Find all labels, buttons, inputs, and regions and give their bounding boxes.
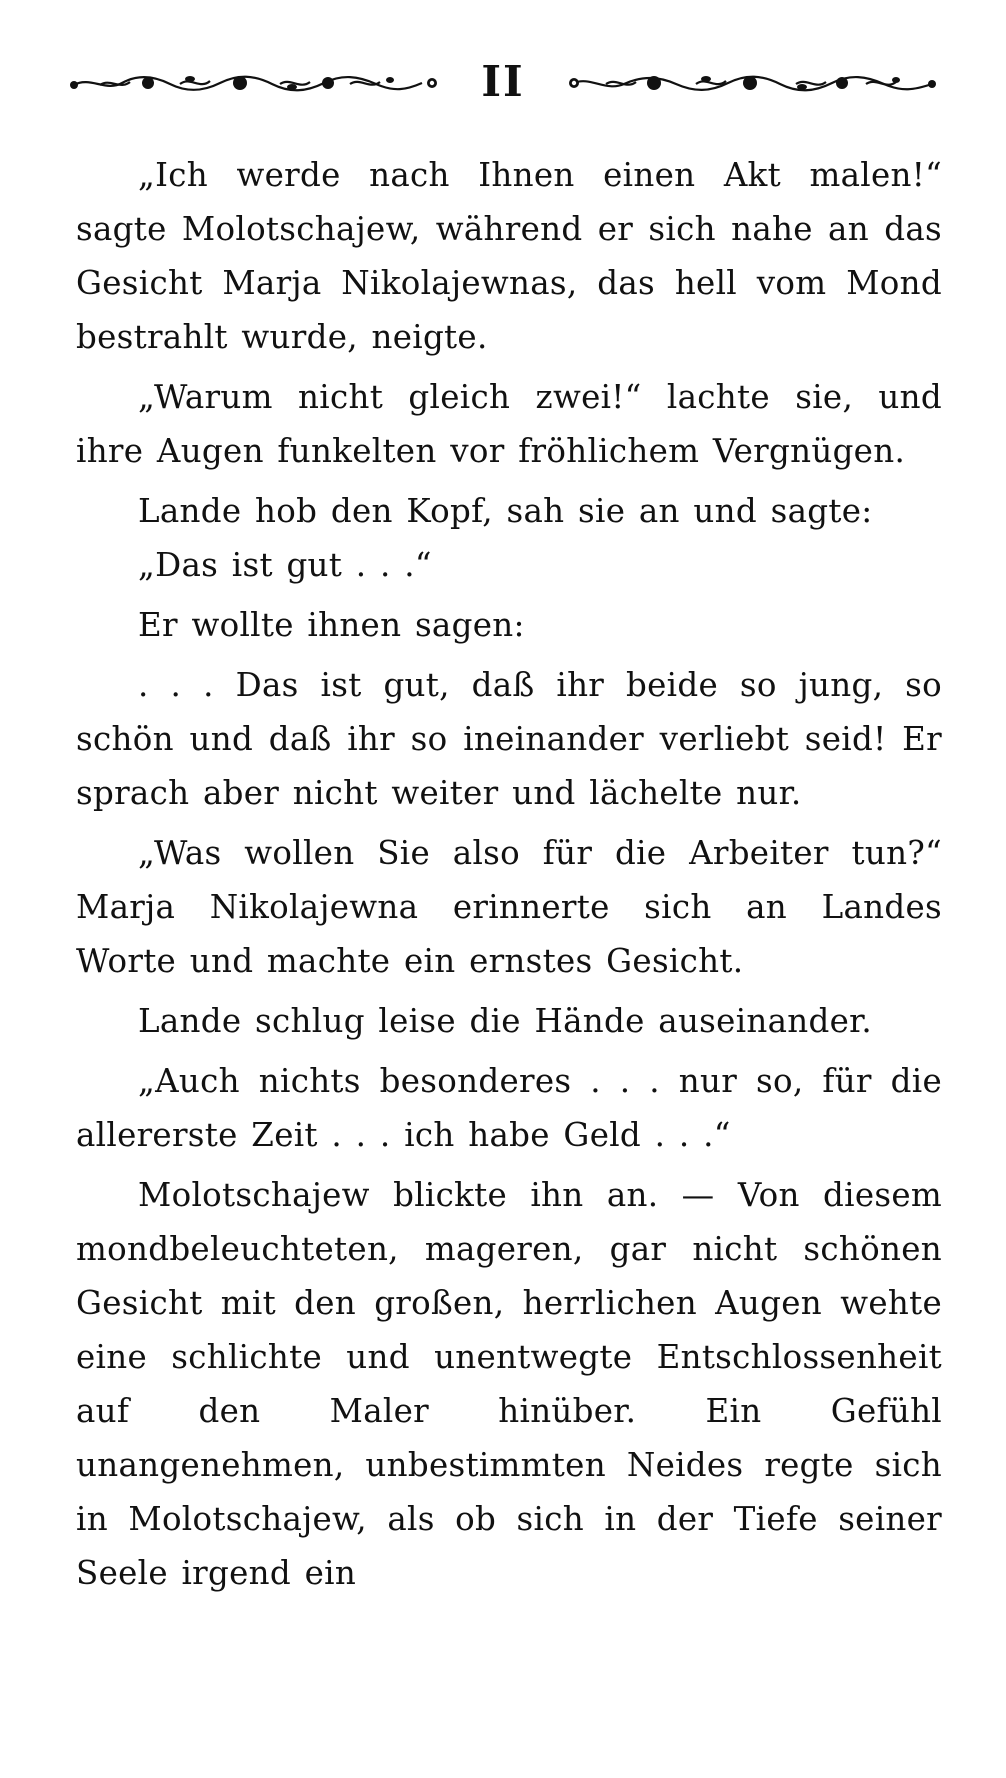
paragraph-6: . . . Das ist gut, daß ihr beide so jung, so schön und daß ihr so ineinander verliebt seid! Er sprach aber nicht weiter und lächelte nur. bbox=[76, 666, 942, 812]
right-vine-ornament-icon bbox=[566, 72, 936, 94]
paragraph-9: „Auch nichts besonderes . . . nur so, für die allererste Zeit . . . ich habe Geld . . .“ bbox=[76, 1062, 942, 1154]
paragraph-4: „Das ist gut . . .“ bbox=[138, 546, 432, 584]
page-header bbox=[70, 52, 936, 112]
paragraph-2: „Warum nicht gleich zwei!“ lachte sie, und ihre Augen funkelten vor fröhlichem Vergnügen. bbox=[76, 378, 942, 470]
paragraph-7: „Was wollen Sie also für die Arbeiter tun?“ Marja Nikolajewna erinnerte sich an Landes Worte und machte ein ernstes Gesicht. bbox=[76, 834, 942, 980]
body-text bbox=[76, 148, 942, 1600]
page-number: II bbox=[481, 57, 525, 106]
paragraph-10: Molotschajew blickte ihn an. — Von diesem mondbeleuchteten, mageren, gar nicht schönen Gesicht mit den großen, herrlichen Augen wehte eine schlichte und unentwegte Entschlossenheit auf den Maler hinüber. Ein Gefühl unangenehmen, unbestimmten Neides regte sich in Molotschajew, als ob sich in der Tiefe seiner Seele irgend ein bbox=[76, 1176, 942, 1592]
paragraph-1: „Ich werde nach Ihnen einen Akt malen!“ sagte Molotschajew, während er sich nahe an das Gesicht Marja Nikolajewnas, das hell vom Mond bestrahlt wurde, neigte. bbox=[76, 156, 942, 356]
paragraph-8: Lande schlug leise die Hände auseinander. bbox=[138, 1002, 873, 1040]
paragraph-3: Lande hob den Kopf, sah sie an und sagte: bbox=[138, 492, 873, 530]
paragraph-5: Er wollte ihnen sagen: bbox=[138, 606, 525, 644]
